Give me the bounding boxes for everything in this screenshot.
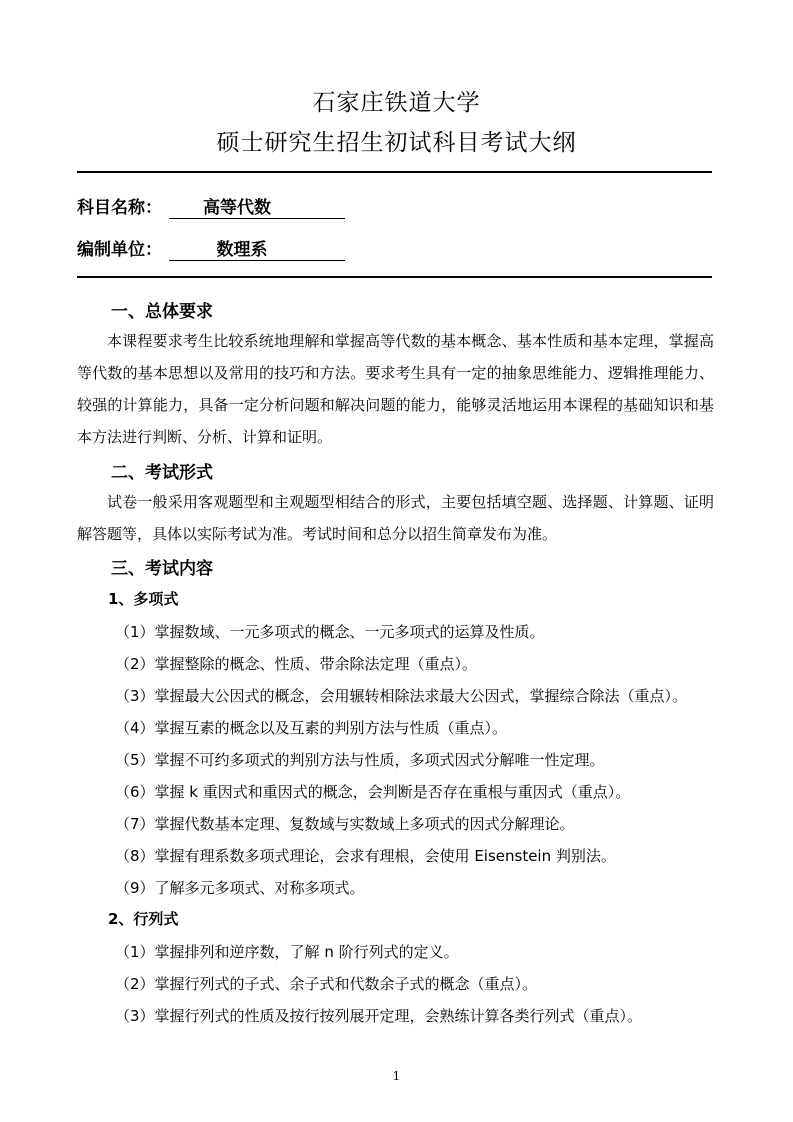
bottom-divider (77, 276, 712, 278)
list-item: （3）掌握行列式的性质及按行按列展开定理，会熟练计算各类行列式（重点）。 (115, 1007, 643, 1025)
section-heading-general: 一、总体要求 (111, 302, 213, 322)
list-item: （2）掌握整除的概念、性质、带余除法定理（重点）。 (115, 655, 478, 673)
top-divider (77, 171, 712, 173)
list-item: （1）掌握数域、一元多项式的概念、一元多项式的运算及性质。 (115, 623, 545, 641)
document-title: 硕士研究生招生初试科目考试大纲 (216, 130, 577, 156)
list-item: （7）掌握代数基本定理、复数域与实数域上多项式的因式分解理论。 (115, 815, 575, 833)
list-item: （2）掌握行列式的子式、余子式和代数余子式的概念（重点）。 (115, 975, 538, 993)
list-item: （4）掌握互素的概念以及互素的判别方法与性质（重点）。 (115, 719, 508, 737)
university-name: 石家庄铁道大学 (312, 90, 481, 116)
list-item: （6）掌握 k 重因式和重因式的概念，会判断是否存在重根与重因式（重点）。 (115, 783, 631, 801)
unit-row (77, 235, 345, 261)
subsection-heading-determinants: 2、行列式 (108, 910, 179, 928)
list-item: （5）掌握不可约多项式的判别方法与性质，多项式因式分解唯一性定理。 (115, 751, 605, 769)
list-item: （8）掌握有理系数多项式理论，会求有理根，会使用 Eisenstein 判别法。 (115, 847, 616, 865)
subsection-heading-polynomials: 1、多项式 (108, 590, 179, 608)
subject-value: 高等代数 (169, 199, 345, 219)
list-item: （9）了解多元多项式、对称多项式。 (115, 879, 365, 897)
page-number: 1 (392, 1069, 401, 1083)
subject-row (77, 193, 345, 219)
section-heading-content: 三、考试内容 (111, 559, 213, 579)
section-body-format: 试卷一般采用客观题型和主观题型相结合的形式，主要包括填空题、选择题、计算题、证明解答题等，具体以实际考试为准。考试时间和总分以招生简章发布为准。 (77, 493, 714, 543)
section-body-general: 本课程要求考生比较系统地理解和掌握高等代数的基本概念、基本性质和基本定理，掌握高等代数的基本思想以及常用的技巧和方法。要求考生具有一定的抽象思维能力、逻辑推理能力、较强的计算能力，具备一定分析问题和解决问题的能力，能够灵活地运用本课程的基础知识和基本方法进行判断、分析、计算和证明。 (77, 332, 714, 446)
list-item: （3）掌握最大公因式的概念，会用辗转相除法求最大公因式，掌握综合除法（重点）。 (115, 687, 688, 705)
unit-value: 数理系 (169, 241, 345, 261)
section-heading-format: 二、考试形式 (111, 463, 213, 483)
unit-label: 编制单位： (77, 240, 162, 260)
list-item: （1）掌握排列和逆序数，了解 n 阶行列式的定义。 (115, 943, 459, 961)
subject-label: 科目名称： (77, 198, 162, 218)
